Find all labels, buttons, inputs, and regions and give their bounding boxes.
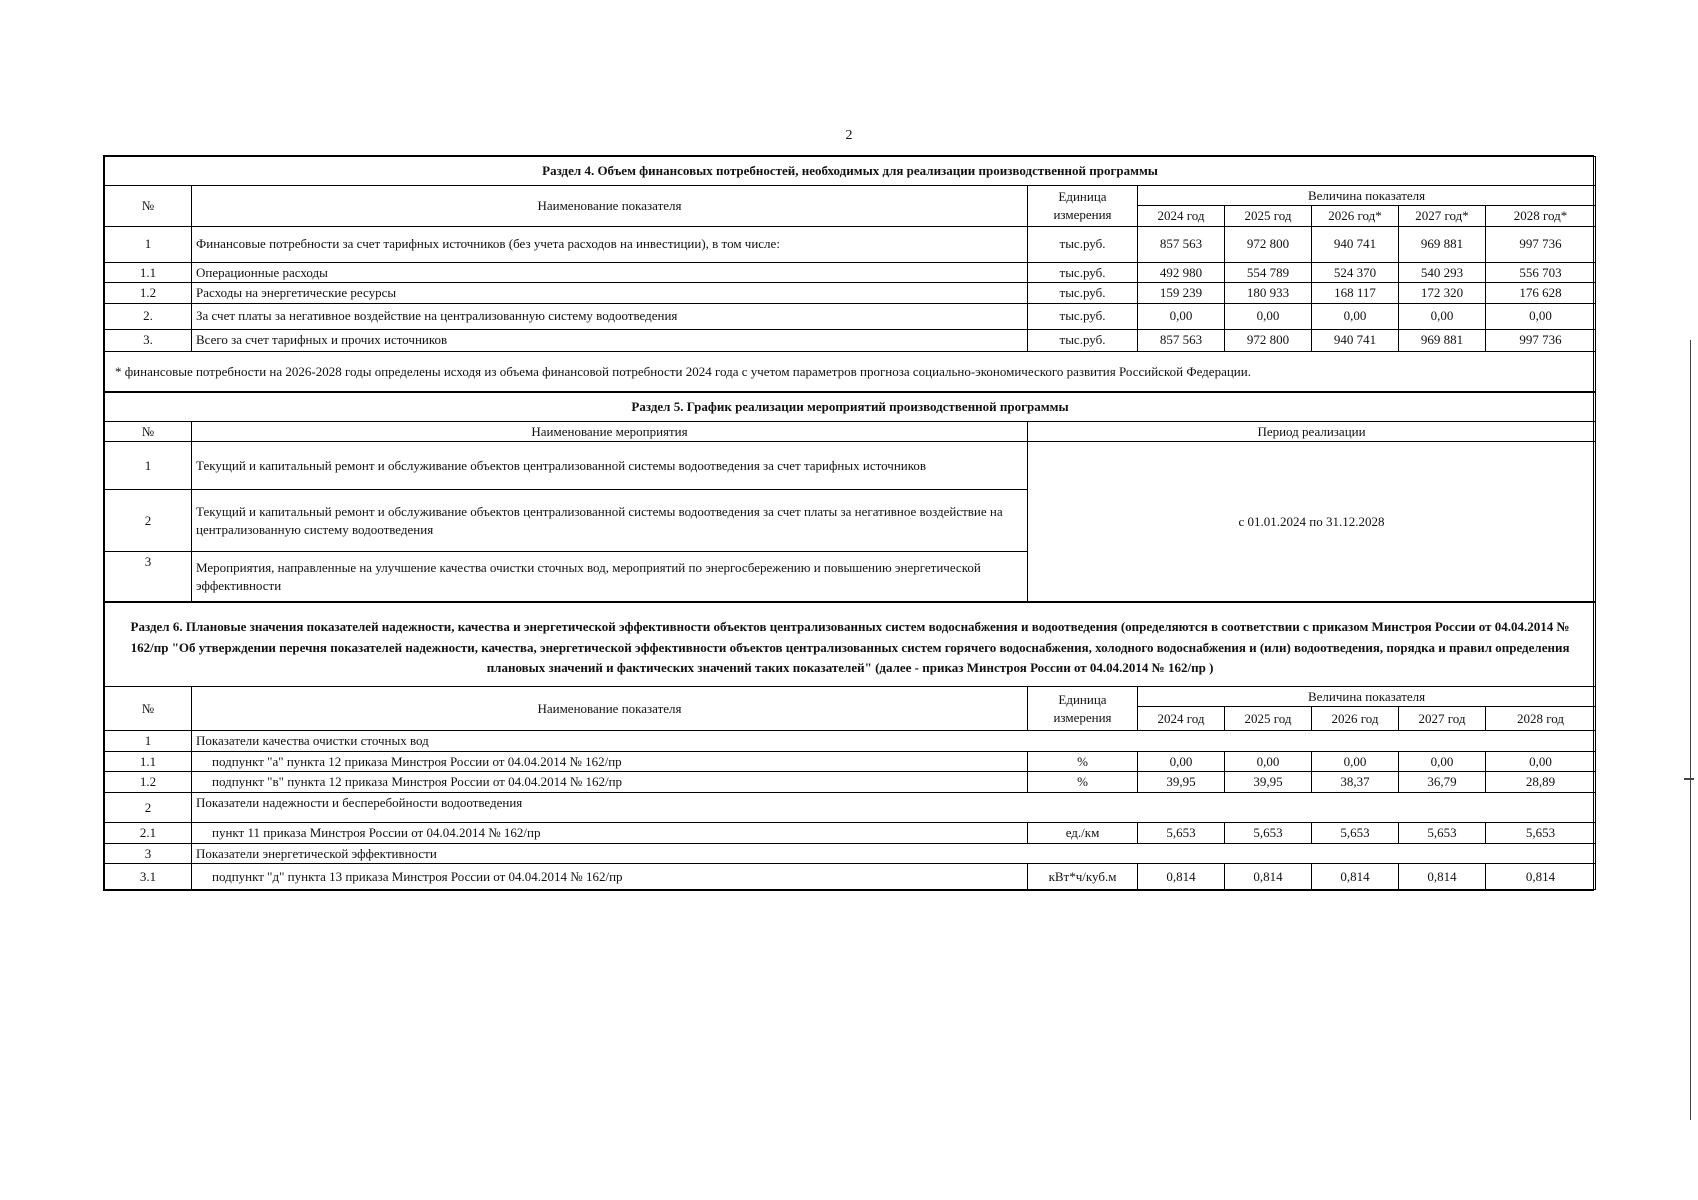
section4-title: Раздел 4. Объем финансовых потребностей, необходимых для реализации производственной программы xyxy=(105,157,1596,186)
unit-header-line1: Единица xyxy=(1058,189,1107,205)
unit-header-line2: измерения xyxy=(1053,206,1112,222)
group-row xyxy=(105,792,1596,822)
year-header: 2027 год* xyxy=(1399,206,1486,227)
document-body xyxy=(103,155,1594,891)
col-header-period: Период реализации xyxy=(1028,421,1596,442)
year-header: 2028 год* xyxy=(1486,206,1596,227)
table-row xyxy=(105,283,1596,304)
year-header: 2028 год xyxy=(1486,707,1596,731)
row-value: 159 239 xyxy=(1138,283,1225,304)
row-num: 3.1 xyxy=(105,864,192,890)
row-num: 2.1 xyxy=(105,822,192,843)
col-header-num: № xyxy=(105,686,192,731)
unit-header-line2: измерения xyxy=(1053,709,1112,725)
row-value: 0,00 xyxy=(1225,303,1312,329)
group-name: Показатели качества очистки сточных вод xyxy=(192,731,1596,752)
row-num: 1 xyxy=(105,442,192,490)
year-header: 2025 год xyxy=(1225,206,1312,227)
row-name: подпункт "а" пункта 12 приказа Минстроя России от 04.04.2014 № 162/пр xyxy=(192,751,1028,772)
row-value: 0,814 xyxy=(1312,864,1399,890)
row-value: 0,00 xyxy=(1225,751,1312,772)
row-value: 969 881 xyxy=(1399,329,1486,351)
table-row xyxy=(105,303,1596,329)
row-value: 5,653 xyxy=(1138,822,1225,843)
row-name: Финансовые потребности за счет тарифных источников (без учета расходов на инвестиции), в том числе: xyxy=(192,226,1028,262)
row-value: 940 741 xyxy=(1312,329,1399,351)
group-row xyxy=(105,731,1596,752)
row-value: 0,00 xyxy=(1399,751,1486,772)
table-row xyxy=(105,751,1596,772)
row-name: Расходы на энергетические ресурсы xyxy=(192,283,1028,304)
row-unit: ед./км xyxy=(1028,822,1138,843)
group-num: 3 xyxy=(105,843,192,864)
row-value: 492 980 xyxy=(1138,262,1225,283)
row-value: 0,00 xyxy=(1486,751,1596,772)
col-header-unit xyxy=(1028,686,1138,731)
section6-title: Раздел 6. Плановые значения показателей надежности, качества и энергетической эффективности объектов централизованных систем водоснабжения и водоотведения (определяются в соответствии с приказом Минстроя России от 04.04.2014 № 162/пр "Об утверждении перечня показателей надежности, качества, энергетической эффективности объектов централизованных систем горячего водоснабжения, холодного водоснабжения и (или) водоотведения, порядка и правил определения плановых значений и фактических значений таких показателей" (далее - приказ Минстроя России от 04.04.2014 № 162/пр ) xyxy=(105,603,1596,686)
col-header-num: № xyxy=(105,185,192,226)
row-unit: тыс.руб. xyxy=(1028,262,1138,283)
row-value: 39,95 xyxy=(1138,772,1225,793)
row-num: 3 xyxy=(105,552,192,602)
row-value: 5,653 xyxy=(1225,822,1312,843)
year-header: 2024 год xyxy=(1138,206,1225,227)
table-row xyxy=(105,442,1596,490)
group-name: Показатели энергетической эффективности xyxy=(192,843,1596,864)
year-header: 2026 год* xyxy=(1312,206,1399,227)
row-value: 857 563 xyxy=(1138,329,1225,351)
row-value: 857 563 xyxy=(1138,226,1225,262)
row-value: 39,95 xyxy=(1225,772,1312,793)
col-header-value: Величина показателя xyxy=(1138,686,1596,707)
table-row xyxy=(105,822,1596,843)
row-value: 0,00 xyxy=(1399,303,1486,329)
row-value: 0,814 xyxy=(1486,864,1596,890)
row-activity: Текущий и капитальный ремонт и обслуживание объектов централизованной системы водоотведения за счет тарифных источников xyxy=(192,442,1028,490)
row-unit: тыс.руб. xyxy=(1028,283,1138,304)
row-value: 0,814 xyxy=(1225,864,1312,890)
row-value: 0,00 xyxy=(1138,751,1225,772)
year-header: 2026 год xyxy=(1312,707,1399,731)
section5-title: Раздел 5. График реализации мероприятий производственной программы xyxy=(105,393,1596,422)
row-unit: % xyxy=(1028,751,1138,772)
year-header: 2024 год xyxy=(1138,707,1225,731)
section5-table xyxy=(104,392,1596,602)
col-header-value: Величина показателя xyxy=(1138,185,1596,206)
row-unit: тыс.руб. xyxy=(1028,226,1138,262)
row-value: 997 736 xyxy=(1486,329,1596,351)
row-name: пункт 11 приказа Минстроя России от 04.04.2014 № 162/пр xyxy=(192,822,1028,843)
row-value: 997 736 xyxy=(1486,226,1596,262)
row-unit: тыс.руб. xyxy=(1028,303,1138,329)
row-value: 540 293 xyxy=(1399,262,1486,283)
year-header: 2027 год xyxy=(1399,707,1486,731)
row-value: 0,00 xyxy=(1486,303,1596,329)
row-num: 1.2 xyxy=(105,772,192,793)
row-value: 5,653 xyxy=(1312,822,1399,843)
row-value: 176 628 xyxy=(1486,283,1596,304)
row-num: 1 xyxy=(105,226,192,262)
col-header-name: Наименование показателя xyxy=(192,185,1028,226)
row-value: 0,00 xyxy=(1312,303,1399,329)
row-unit: кВт*ч/куб.м xyxy=(1028,864,1138,890)
row-num: 2. xyxy=(105,303,192,329)
col-header-activity: Наименование мероприятия xyxy=(192,421,1028,442)
row-value: 5,653 xyxy=(1399,822,1486,843)
row-num: 3. xyxy=(105,329,192,351)
row-name: За счет платы за негативное воздействие на централизованную систему водоотведения xyxy=(192,303,1028,329)
group-name: Показатели надежности и бесперебойности водоотведения xyxy=(192,792,1596,822)
col-header-num: № xyxy=(105,421,192,442)
row-unit: тыс.руб. xyxy=(1028,329,1138,351)
row-value: 5,653 xyxy=(1486,822,1596,843)
row-name: Всего за счет тарифных и прочих источников xyxy=(192,329,1028,351)
row-value: 0,00 xyxy=(1138,303,1225,329)
section4-footnote: * финансовые потребности на 2026-2028 годы определены исходя из объема финансовой потребности 2024 года с учетом параметров прогноза социально-экономического развития Российской Федерации. xyxy=(105,351,1596,392)
row-name: Операционные расходы xyxy=(192,262,1028,283)
table-row xyxy=(105,864,1596,890)
row-num: 2 xyxy=(105,490,192,552)
col-header-name: Наименование показателя xyxy=(192,686,1028,731)
section4-table xyxy=(104,156,1596,392)
table-row xyxy=(105,262,1596,283)
row-value: 0,00 xyxy=(1312,751,1399,772)
scan-edge-tick xyxy=(1684,778,1694,780)
row-value: 172 320 xyxy=(1399,283,1486,304)
row-name: подпункт "в" пункта 12 приказа Минстроя России от 04.04.2014 № 162/пр xyxy=(192,772,1028,793)
row-value: 0,814 xyxy=(1399,864,1486,890)
row-num: 1.1 xyxy=(105,751,192,772)
row-value: 168 117 xyxy=(1312,283,1399,304)
unit-header-line1: Единица xyxy=(1058,692,1107,708)
row-value: 28,89 xyxy=(1486,772,1596,793)
row-value: 0,814 xyxy=(1138,864,1225,890)
row-value: 180 933 xyxy=(1225,283,1312,304)
col-header-unit xyxy=(1028,185,1138,226)
row-value: 972 800 xyxy=(1225,226,1312,262)
scan-edge-line xyxy=(1690,340,1691,1120)
group-num: 2 xyxy=(105,792,192,822)
row-value: 554 789 xyxy=(1225,262,1312,283)
row-value: 556 703 xyxy=(1486,262,1596,283)
group-num: 1 xyxy=(105,731,192,752)
row-value: 969 881 xyxy=(1399,226,1486,262)
row-activity: Текущий и капитальный ремонт и обслуживание объектов централизованной системы водоотведения за счет платы за негативное воздействие на централизованную систему водоотведения xyxy=(192,490,1028,552)
implementation-period: с 01.01.2024 по 31.12.2028 xyxy=(1028,442,1596,602)
row-name: подпункт "д" пункта 13 приказа Минстроя России от 04.04.2014 № 162/пр xyxy=(192,864,1028,890)
row-num: 1.1 xyxy=(105,262,192,283)
page-number: 2 xyxy=(845,128,853,143)
row-value: 38,37 xyxy=(1312,772,1399,793)
row-value: 972 800 xyxy=(1225,329,1312,351)
group-row xyxy=(105,843,1596,864)
table-row xyxy=(105,329,1596,351)
table-row xyxy=(105,772,1596,793)
row-activity: Мероприятия, направленные на улучшение качества очистки сточных вод, мероприятий по энергосбережению и повышению энергетической эффективности xyxy=(192,552,1028,602)
section6-table xyxy=(104,602,1596,890)
row-value: 36,79 xyxy=(1399,772,1486,793)
row-num: 1.2 xyxy=(105,283,192,304)
row-unit: % xyxy=(1028,772,1138,793)
row-value: 524 370 xyxy=(1312,262,1399,283)
table-row xyxy=(105,226,1596,262)
row-value: 940 741 xyxy=(1312,226,1399,262)
year-header: 2025 год xyxy=(1225,707,1312,731)
